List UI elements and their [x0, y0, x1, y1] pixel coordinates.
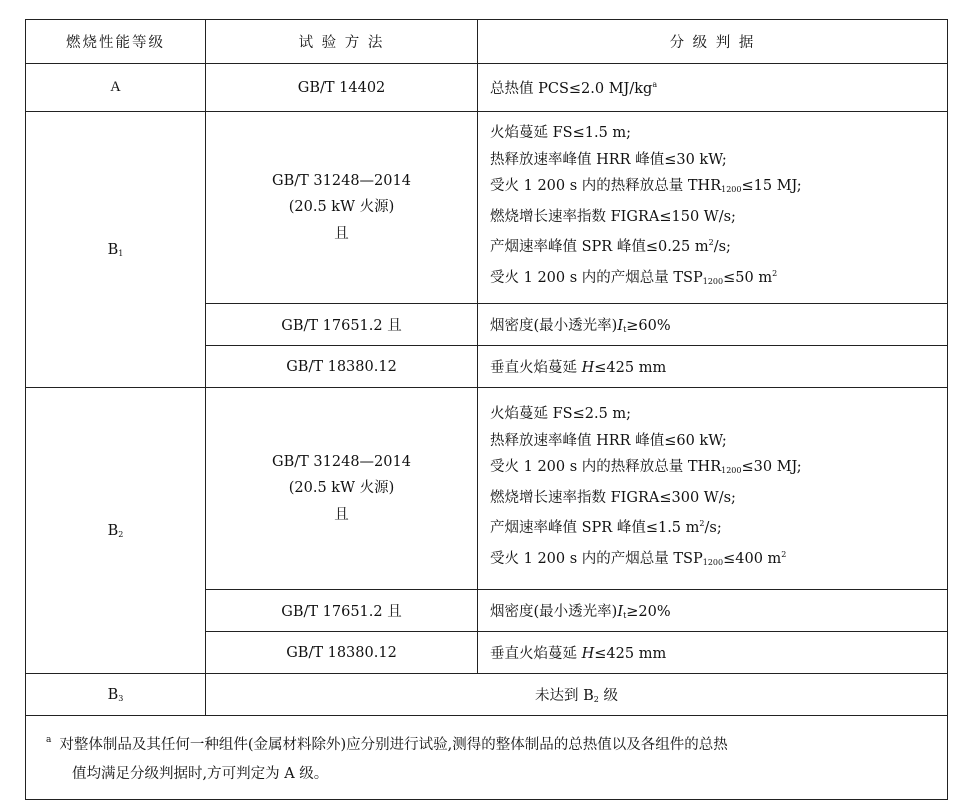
- method-a: GB/T 14402: [206, 64, 478, 112]
- row-b1-main: [26, 112, 948, 304]
- criteria-b1-line: 产烟速率峰值 SPR 峰值≤0.25 $m^2/s$;: [490, 238, 731, 255]
- method-b1-main: GB/T 31248—2014 (20.5 kW 火源) 且: [206, 112, 478, 304]
- row-b3: [26, 674, 948, 716]
- method-b2-main: GB/T 31248—2014 (20.5 kW 火源) 且: [206, 388, 478, 590]
- criteria-b1-vert: 垂直火焰蔓延 H≤425 mm: [478, 346, 948, 388]
- method-b2-vert: GB/T 18380.12: [206, 632, 478, 674]
- criteria-b2-main: [478, 388, 948, 590]
- footnote: [26, 716, 948, 800]
- header-criteria: 分 级 判 据: [478, 20, 948, 64]
- footnote-line-1: $^a$ 对整体制品及其任何一种组件(金属材料除外)应分别进行试验,测得的整体制品的总热值以及各组件的总热: [46, 735, 728, 753]
- criteria-b2-vert: 垂直火焰蔓延 H≤425 mm: [478, 632, 948, 674]
- criteria-b3: 未达到 $B_2$ 级: [206, 674, 948, 716]
- method-b1-vert: GB/T 18380.12: [206, 346, 478, 388]
- criteria-b1-smoke: 烟密度(最小透光率)$I_t\ge 60\%$: [478, 304, 948, 346]
- classification-table: [25, 19, 948, 800]
- criteria-b2-line: 火焰蔓延 FS≤2.5 m;: [490, 406, 632, 422]
- method-b1-smoke: GB/T 17651.2 且: [206, 304, 478, 346]
- criteria-b1-line: 火焰蔓延 FS≤1.5 m;: [490, 125, 632, 141]
- grade-a: A: [26, 64, 206, 112]
- grade-b3: $B_3$: [26, 674, 206, 716]
- footnote-line-2: 值均满足分级判据时,方可判定为 A 级。: [72, 766, 329, 782]
- grade-b2: $B_2$: [26, 388, 206, 674]
- criteria-b2-smoke: 烟密度(最小透光率)$I_t\ge 20\%$: [478, 590, 948, 632]
- criteria-b1-line: 热释放速率峰值 HRR 峰值≤30 kW;: [490, 151, 727, 168]
- row-a: [26, 64, 948, 112]
- criteria-b2-line: 热释放速率峰值 HRR 峰值≤60 kW;: [490, 432, 727, 449]
- criteria-b2-line: 受火 1 200 s 内的热释放总量 $THR_{1200}\le 30$ MJ;: [490, 459, 802, 475]
- criteria-b2-line: 燃烧增长速率指数 FIGRA≤300 W/s;: [490, 489, 736, 506]
- criteria-b1-line: 受火 1 200 s 内的热释放总量 $THR_{1200}\le 15$ MJ;: [490, 178, 802, 194]
- criteria-b1-line: 受火 1 200 s 内的产烟总量 $TSP_{1200}\le 50$ $m^2$: [490, 268, 778, 286]
- row-b2-main: [26, 388, 948, 590]
- header-method: 试 验 方 法: [206, 20, 478, 64]
- method-b2-smoke: GB/T 17651.2 且: [206, 590, 478, 632]
- criteria-b1-main: [478, 112, 948, 304]
- criteria-b2-line: 产烟速率峰值 SPR 峰值≤1.5 $m^2/s$;: [490, 519, 722, 536]
- criteria-b1-line: 燃烧增长速率指数 FIGRA≤150 W/s;: [490, 208, 736, 225]
- criteria-a: 总热值 PCS≤2.0 $MJ/kg^a$: [478, 64, 948, 112]
- header-row: [26, 20, 948, 64]
- criteria-b2-line: 受火 1 200 s 内的产烟总量 $TSP_{1200}\le 400$ $m^2$: [490, 549, 787, 567]
- footnote-row: [26, 716, 948, 800]
- header-grade: 燃烧性能等级: [26, 20, 206, 64]
- grade-b1: $B_1$: [26, 112, 206, 388]
